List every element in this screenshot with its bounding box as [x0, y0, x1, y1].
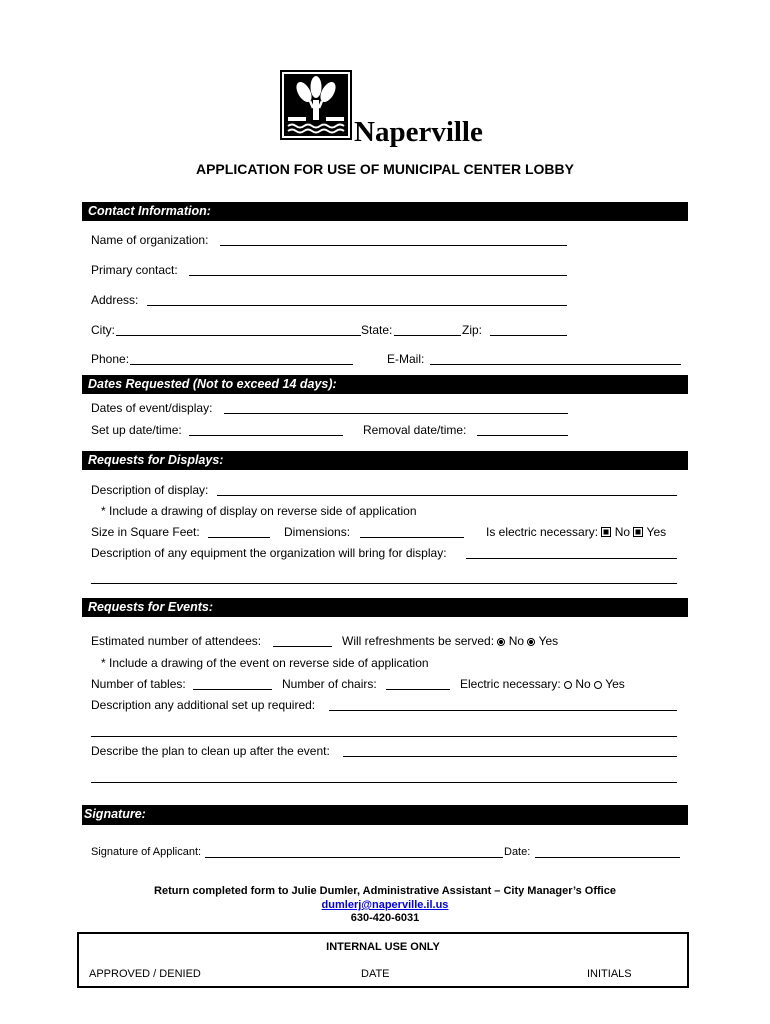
address-field[interactable]: [147, 305, 567, 306]
cleanup-field-line-2[interactable]: [91, 782, 677, 783]
displays-section-header: [82, 451, 688, 470]
display-electric-label: Is electric necessary:: [486, 525, 599, 539]
attendees-field[interactable]: [273, 646, 332, 647]
display-electric-yes-checkbox[interactable]: [633, 527, 643, 537]
chairs-label: Number of chairs:: [282, 677, 377, 691]
event-dates-label: Dates of event/display:: [91, 401, 213, 415]
page-title: APPLICATION FOR USE OF MUNICIPAL CENTER LOBBY: [195, 161, 574, 177]
signature-date-field[interactable]: [535, 857, 680, 858]
display-description-label: Description of display:: [91, 483, 209, 497]
return-instructions: Return completed form to Julie Dumler, Administrative Assistant – City Manager’s Office: [154, 885, 616, 897]
display-electric-yes-label: Yes: [646, 525, 667, 539]
event-electric-yes-radio[interactable]: [594, 681, 602, 689]
internal-date-label: DATE: [361, 968, 390, 980]
removal-date-field[interactable]: [477, 435, 568, 436]
event-electric-label: Electric necessary:: [460, 677, 561, 691]
zip-label: Zip:: [462, 323, 483, 337]
email-label: E-Mail:: [387, 352, 425, 366]
display-electric-group: [486, 525, 666, 539]
refreshments-yes-label: Yes: [538, 634, 559, 648]
refreshments-group: [342, 634, 558, 648]
displays-heading: Requests for Displays:: [88, 453, 224, 467]
event-dates-field[interactable]: [224, 413, 568, 414]
equipment-label: Description of any equipment the organization will bring for display:: [91, 546, 447, 560]
contact-email-link[interactable]: dumlerj@naperville.il.us: [321, 899, 449, 911]
dimensions-label: Dimensions:: [284, 525, 351, 539]
display-electric-no-label: No: [614, 525, 631, 539]
size-sqft-field[interactable]: [208, 537, 270, 538]
state-field[interactable]: [394, 335, 461, 336]
chairs-field[interactable]: [386, 689, 450, 690]
events-section-header: [82, 598, 688, 617]
naperville-tree-logo-icon: [280, 70, 352, 140]
primary-contact-label: Primary contact:: [91, 263, 178, 277]
applicant-signature-label: Signature of Applicant:: [91, 846, 202, 858]
zip-field[interactable]: [490, 335, 567, 336]
signature-heading: Signature:: [84, 807, 146, 821]
state-label: State:: [361, 323, 393, 337]
events-heading: Requests for Events:: [88, 600, 214, 614]
cleanup-field[interactable]: [343, 756, 677, 757]
attendees-label: Estimated number of attendees:: [91, 634, 262, 648]
refreshments-label: Will refreshments be served:: [342, 634, 495, 648]
setup-required-field-line-2[interactable]: [91, 736, 677, 737]
setup-required-label: Description any additional set up required:: [91, 698, 316, 712]
setup-required-field[interactable]: [329, 710, 677, 711]
event-electric-yes-label: Yes: [605, 677, 625, 691]
primary-contact-field[interactable]: [189, 275, 567, 276]
refreshments-no-radio[interactable]: [497, 638, 505, 646]
event-electric-no-label: No: [575, 677, 591, 691]
signature-section-header: [82, 805, 688, 825]
tables-label: Number of tables:: [91, 677, 186, 691]
org-label: Name of organization:: [91, 233, 209, 247]
contact-email-line: [0, 899, 770, 912]
dimensions-field[interactable]: [360, 537, 464, 538]
phone-field[interactable]: [130, 364, 353, 365]
city-label: City:: [91, 323, 115, 337]
naperville-logo: [280, 70, 352, 140]
address-label: Address:: [91, 293, 139, 307]
org-field[interactable]: [220, 245, 567, 246]
display-drawing-note: * Include a drawing of display on reverse side of application: [101, 504, 417, 518]
setup-date-label: Set up date/time:: [91, 423, 182, 437]
contact-heading: Contact Information:: [88, 204, 211, 218]
email-field[interactable]: [430, 364, 681, 365]
display-electric-no-checkbox[interactable]: [601, 527, 611, 537]
phone-label: Phone:: [91, 352, 130, 366]
internal-use-box: [77, 932, 689, 988]
city-field[interactable]: [116, 335, 361, 336]
equipment-field-line-2[interactable]: [91, 583, 677, 584]
dates-heading: Dates Requested (Not to exceed 14 days):: [88, 377, 337, 391]
refreshments-yes-radio[interactable]: [527, 638, 535, 646]
dates-section-header: [82, 375, 688, 394]
event-drawing-note: * Include a drawing of the event on reverse side of application: [101, 656, 429, 670]
internal-use-heading: INTERNAL USE ONLY: [326, 941, 440, 953]
removal-date-label: Removal date/time:: [363, 423, 467, 437]
display-description-field[interactable]: [217, 495, 677, 496]
setup-date-field[interactable]: [189, 435, 343, 436]
approved-denied-label: APPROVED / DENIED: [89, 968, 201, 980]
size-sqft-label: Size in Square Feet:: [91, 525, 200, 539]
event-electric-group: [460, 677, 625, 691]
tables-field[interactable]: [193, 689, 272, 690]
equipment-field[interactable]: [466, 558, 677, 559]
cleanup-label: Describe the plan to clean up after the event:: [91, 744, 330, 758]
event-electric-no-radio[interactable]: [564, 681, 572, 689]
refreshments-no-label: No: [508, 634, 525, 648]
signature-date-label: Date:: [504, 846, 531, 858]
contact-phone: 630-420-6031: [350, 912, 420, 924]
contact-section-header: [82, 202, 688, 221]
brand-name: Naperville: [354, 116, 483, 148]
initials-label: INITIALS: [587, 968, 632, 980]
applicant-signature-field[interactable]: [205, 857, 503, 858]
